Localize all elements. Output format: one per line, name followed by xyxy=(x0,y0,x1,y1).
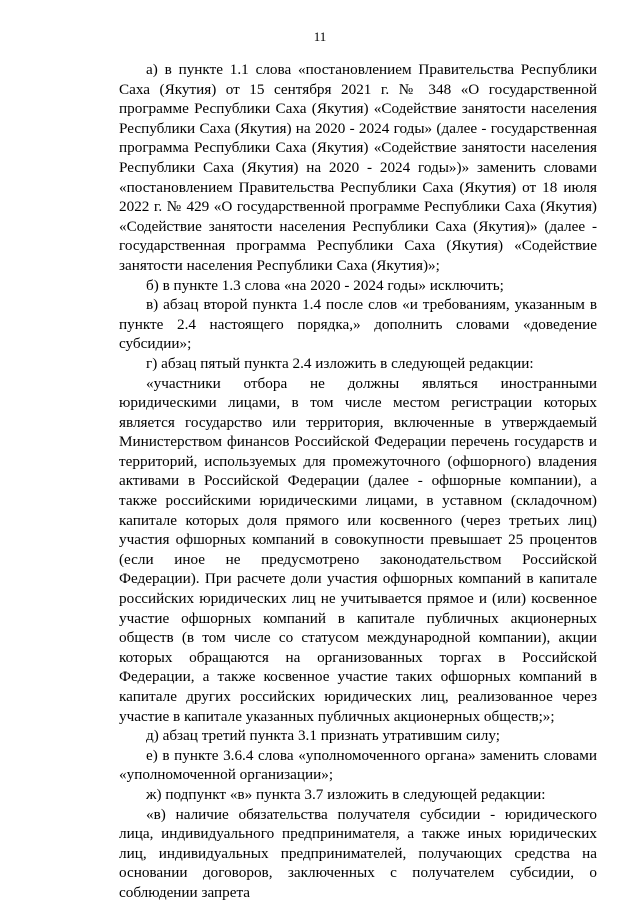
paragraph-a: а) в пункте 1.1 слова «постановлением Правительства Республики Саха (Якутия) от 15 сентября 2021 г. № 348 «О государственной программе Республики Саха (Якутия) «Содействие занятости населения Республики Саха (Якутия) на 2020 - 2024 годы» (далее - государственная программа Республики Саха (Якутия) «Содействие занятости населения Республики Саха (Якутия) на 2020 - 2024 годы»)» заменить словами «постановлением Правительства Республики Саха (Якутия) от 18 июля 2022 г. № 429 «О государственной программе Республики Саха (Якутия) «Содействие занятости населения Республики Саха (Якутия)» (далее - государственная программа Республики Саха (Якутия) «Содействие занятости населения Республики Саха (Якутия)»; xyxy=(119,61,597,274)
paragraph-e: е) в пункте 3.6.4 слова «уполномоченного органа» заменить словами «уполномоченной организации»; xyxy=(119,746,597,784)
paragraph-b: б) в пункте 1.3 слова «на 2020 - 2024 годы» исключить; xyxy=(146,276,504,294)
paragraph-zh-quote: «в) наличие обязательства получателя субсидии - юридического лица, индивидуального предпринимателя, а также иных юридических лиц, индивидуальных предпринимателей, получающих средства на основании договоров, заключенных с получателем субсидии, о соблюдении запрета xyxy=(119,805,597,901)
paragraph-zh: ж) подпункт «в» пункта 3.7 изложить в следующей редакции: xyxy=(146,785,546,803)
paragraph-g: г) абзац пятый пункта 2.4 изложить в следующей редакции: xyxy=(146,354,534,372)
document-body xyxy=(119,60,597,903)
paragraph-d: д) абзац третий пункта 3.1 признать утратившим силу; xyxy=(146,727,500,745)
paragraph-v: в) абзац второй пункта 1.4 после слов «и требованиям, указанным в пункте 2.4 настоящего порядка,» дополнить словами «доведение субсидии»; xyxy=(119,296,597,353)
page-number: 11 xyxy=(313,29,327,44)
paragraph-g-quote: «участники отбора не должны являться иностранными юридическими лицами, в том числе местом регистрации которых является государство или территория, включенные в утверждаемый Министерством финансов Российской Федерации перечень государств и территорий, используемых для промежуточного (офшорного) владения активами в Российской Федерации (далее - офшорные компании), а также российскими юридическими лицами, в уставном (складочном) капитале которых доля прямого или косвенного (через третьих лиц) участия офшорных компаний в совокупности превышает 25 процентов (если иное не предусмотрено законодательством Российской Федерации). При расчете доли участия офшорных компаний в капитале российских юридических лиц не учитывается прямое и (или) косвенное участие офшорных компаний в капитале публичных акционерных обществ (в том числе со статусом международной компании), акции которых обращаются на организованных торгах в Российской Федерации, а также косвенное участие таких офшорных компаний в капитале других российских юридических лиц, реализованное через участие в капитале указанных публичных акционерных обществ;»; xyxy=(119,374,597,725)
